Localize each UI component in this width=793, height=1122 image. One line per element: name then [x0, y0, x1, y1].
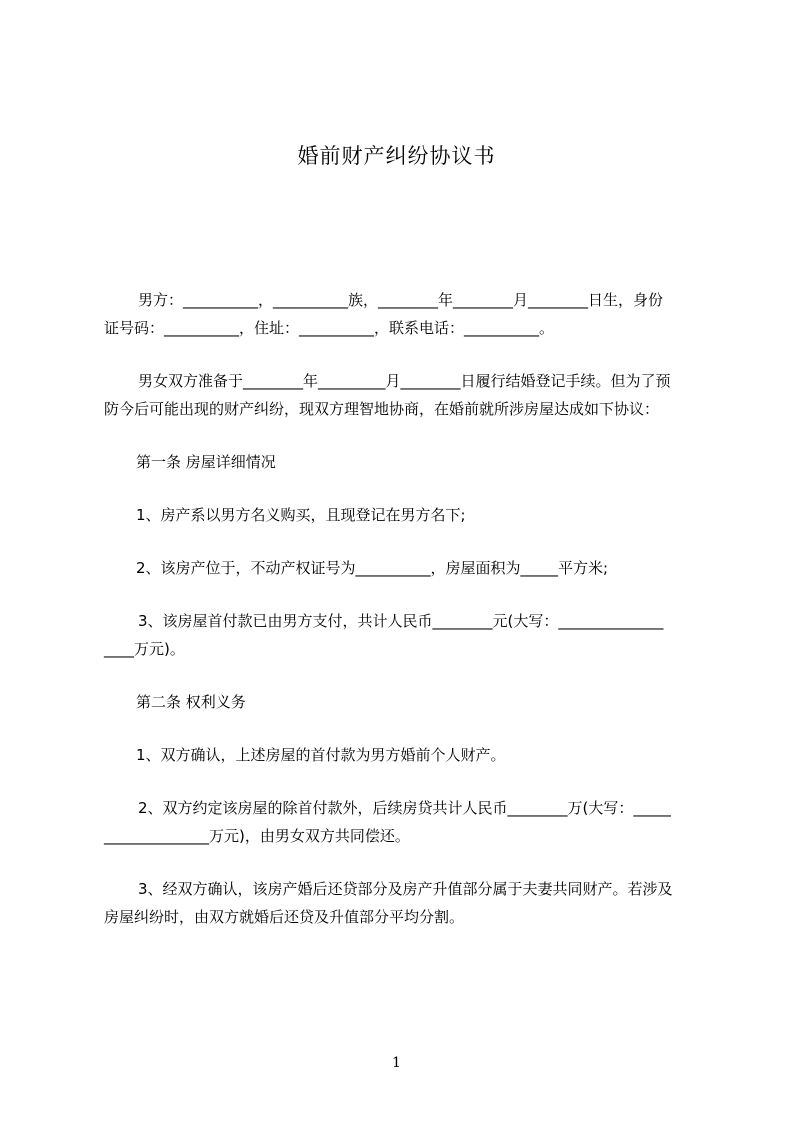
article-2-heading: 第二条 权利义务 [136, 693, 246, 711]
article-2-item-3-line-2: 房屋纠纷时，由双方就婚后还贷及升值部分平均分割。 [104, 908, 465, 926]
page-number: 1 [392, 1055, 401, 1071]
article-1-item-3-line-2: ____万元)。 [104, 640, 185, 658]
article-1-item-1: 1、房产系以男方名义购买，且现登记在男方名下; [136, 506, 466, 524]
article-1-heading: 第一条 房屋详细情况 [136, 453, 276, 471]
article-1-item-3-line-1: 3、该房屋首付款已由男方支付，共计人民币________元(大写：______________ [138, 612, 664, 630]
preamble-line-1: 男女双方准备于________年_________月________日履行结婚登记手续。但为了预 [138, 372, 671, 390]
article-1-item-2: 2、该房产位于，不动产权证号为__________，房屋面积为_____平方米; [136, 559, 609, 577]
intro-line-1: 男方：__________，__________族，________年________月________日生，身份 [138, 291, 664, 309]
preamble-line-2: 防今后可能出现的财产纠纷，现双方理智地协商，在婚前就所涉房屋达成如下协议： [104, 400, 660, 418]
article-2-item-2-line-1: 2、双方约定该房屋的除首付款外，后续房贷共计人民币________万(大写：_____ [138, 799, 671, 817]
article-2-item-2-line-2: ______________万元)，由男女双方共同偿还。 [104, 827, 410, 845]
intro-line-2: 证号码：__________，住址：__________，联系电话：__________。 [104, 319, 555, 337]
article-2-item-3-line-1: 3、经双方确认，该房产婚后还贷部分及房产升值部分属于夫妻共同财产。若涉及 [138, 880, 673, 898]
article-2-item-1: 1、双方确认，上述房屋的首付款为男方婚前个人财产。 [136, 746, 506, 764]
document-title: 婚前财产纠纷协议书 [297, 144, 496, 168]
